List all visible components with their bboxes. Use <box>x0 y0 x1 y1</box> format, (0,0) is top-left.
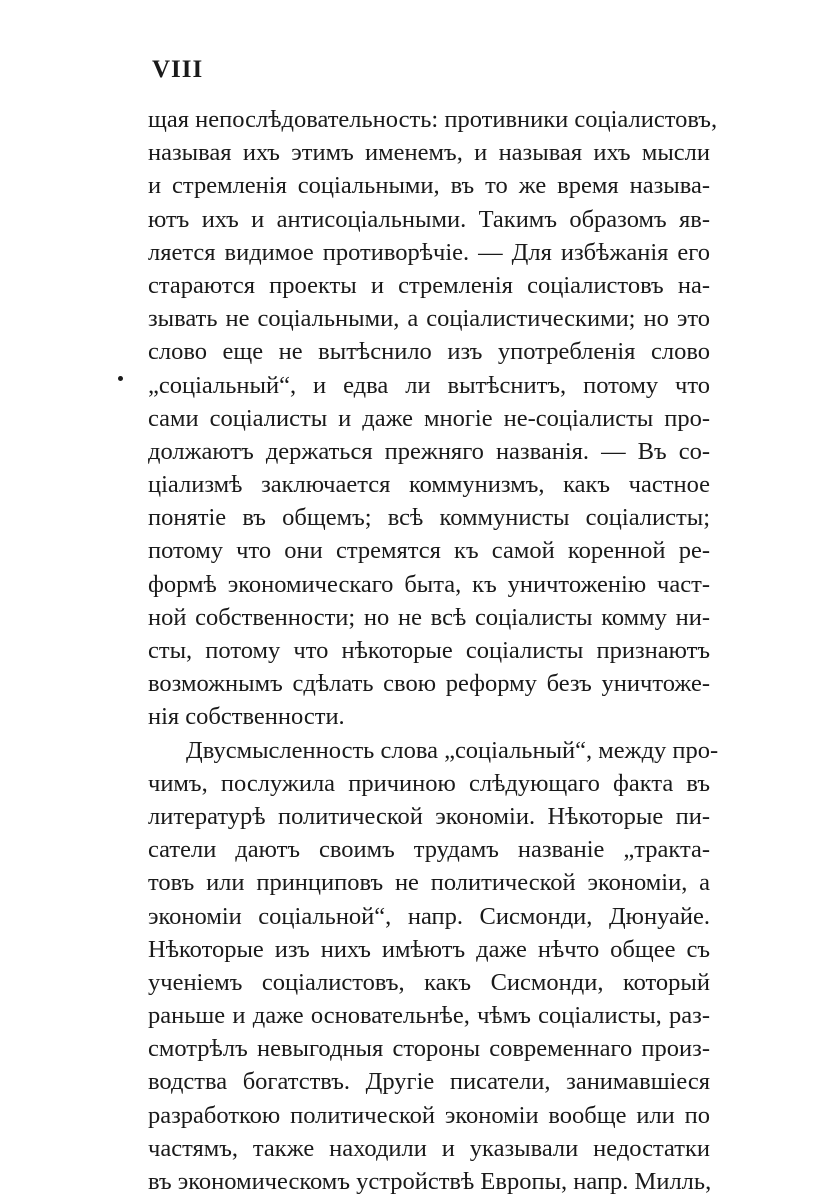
page-number: VIII <box>152 56 204 83</box>
text-line: частямъ, также находили и указывали недостатки <box>148 1134 710 1162</box>
text-line: экономіи соціальной“, напр. Сисмонди, Дюнуайе. <box>148 902 710 930</box>
text-line: зывать не соціальными, а соціалистическими; но это <box>148 305 710 333</box>
text-line: потому что они стремятся къ самой коренной ре- <box>148 537 710 565</box>
text-line: стараются проекты и стремленія соціалистовъ на- <box>148 271 710 299</box>
text-line: сты, потому что нѣкоторые соціалисты признаютъ <box>148 637 710 664</box>
text-line: понятіе въ общемъ; всѣ коммунисты соціалисты; <box>148 504 710 532</box>
paragraphs <box>148 103 719 1198</box>
text-line: слово еще не вытѣснило изъ употребленія слово <box>148 338 710 366</box>
text-line: возможнымъ сдѣлать свою реформу безъ уничтоже- <box>148 670 710 698</box>
text-line: водства богатствъ. Другіе писатели, занимавшіеся <box>148 1068 710 1096</box>
text-line: раньше и даже основательнѣе, чѣмъ соціалисты, раз- <box>148 1002 710 1030</box>
body-text <box>148 103 719 1198</box>
text-line: нія собственности. <box>148 703 345 731</box>
text-line: ютъ ихъ и антисоціальными. Такимъ образомъ яв- <box>148 205 710 233</box>
text-line: товъ или принциповъ не политической экономіи, а <box>148 869 710 897</box>
text-line: ціализмѣ заключается коммунизмъ, какъ частное <box>148 471 710 499</box>
text-line: щая непослѣдовательность: противники соціалистовъ, <box>148 106 718 133</box>
ink-speck <box>118 376 123 381</box>
text-line: разработкою политической экономіи вообще или по <box>148 1101 710 1129</box>
text-line: и стремленія соціальными, въ то же время называ- <box>148 172 710 200</box>
paragraph <box>148 103 718 734</box>
text-line: чимъ, послужила причиною слѣдующаго факта въ <box>148 769 710 797</box>
text-line: сами соціалисты и даже многіе не-соціалисты про- <box>148 404 710 432</box>
text-line: ляется видимое противорѣчіе. — Для избѣжанія его <box>148 238 710 266</box>
text-line: ученіемъ соціалистовъ, какъ Сисмонди, который <box>148 968 710 996</box>
paragraph <box>148 734 719 1198</box>
text-line: ной собственности; но не всѣ соціалисты комму ни- <box>148 603 710 631</box>
text-line: „соціальный“, и едва ли вытѣснитъ, потому что <box>148 371 710 399</box>
text-line: Нѣкоторые изъ нихъ имѣютъ даже нѣчто общее съ <box>148 935 710 963</box>
text-line: смотрѣлъ невыгодныя стороны современнаго произ- <box>148 1035 710 1063</box>
text-line: должаютъ держаться прежняго названія. — Въ со- <box>148 437 710 465</box>
text-line: Двусмысленность слова „соціальный“, между про- <box>186 736 719 764</box>
text-line: сатели даютъ своимъ трудамъ названіе „тракта- <box>148 836 710 864</box>
text-line: въ экономическомъ устройствѣ Европы, напр. Милль, <box>148 1168 712 1195</box>
text-line: формѣ экономическаго быта, къ уничтоженію част- <box>148 570 710 598</box>
text-line: называя ихъ этимъ именемъ, и называя ихъ мысли <box>148 139 710 167</box>
text-line: литературѣ политической экономіи. Нѣкоторые пи- <box>148 802 710 830</box>
